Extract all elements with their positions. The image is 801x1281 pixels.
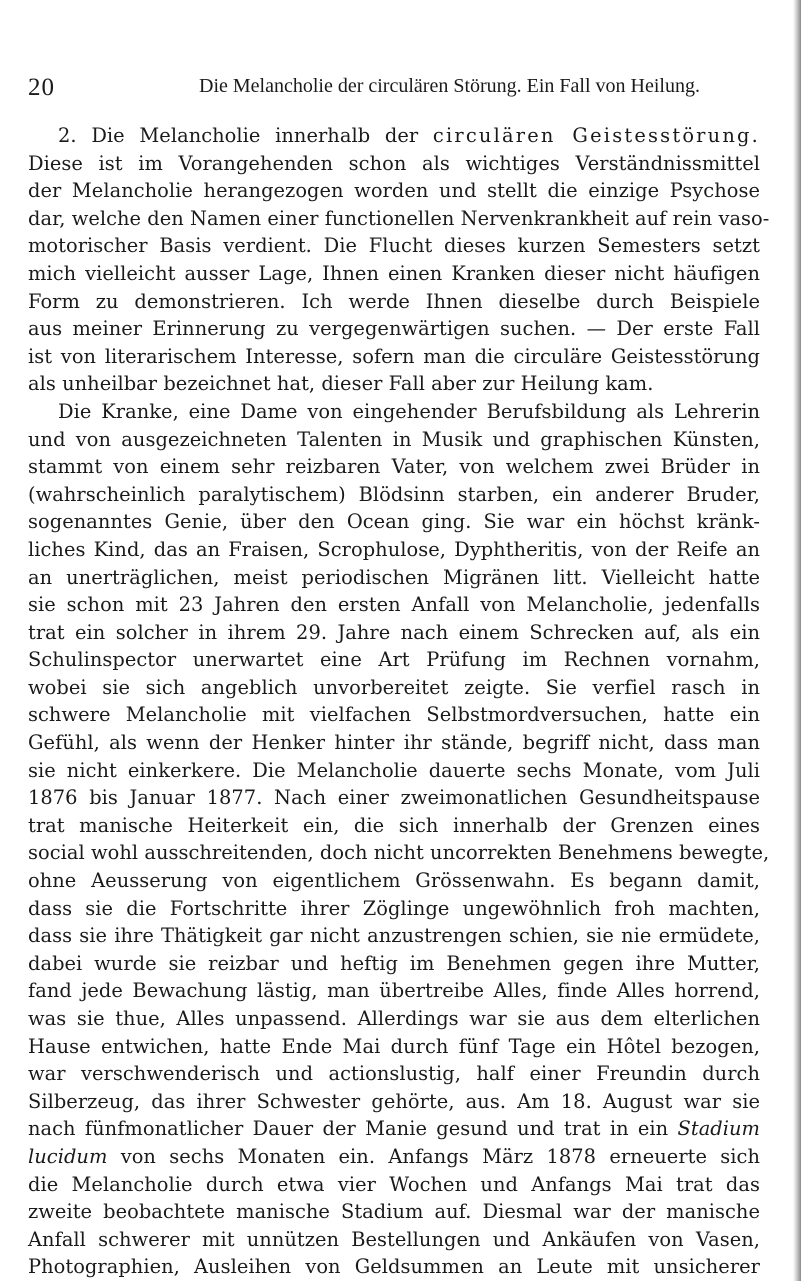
text-line: mich vielleicht ausser Lage, Ihnen einen Kranken dieser nicht häufigen bbox=[28, 261, 760, 285]
text-line: social wohl ausschreitenden, doch nicht uncorrekten Benehmens bewegte, bbox=[28, 841, 770, 865]
text-line: stammt von einem sehr reizbaren Vater, von welchem zwei Brüder in bbox=[28, 455, 760, 479]
italic-term-lucidum: lucidum bbox=[28, 1144, 108, 1168]
text-line: Hause entwichen, hatte Ende Mai durch fünf Tage ein Hôtel bezogen, bbox=[28, 1034, 760, 1058]
text-line: Photographien, Ausleihen von Geldsummen an Leute mit unsicherer bbox=[28, 1255, 760, 1279]
section-title-part2: circulären Geistesstörung. bbox=[432, 124, 761, 147]
text-line: trat ein solcher in ihrem 29. Jahre nach einem Schrecken auf, als ein bbox=[28, 620, 760, 644]
text-line: war verschwenderisch und actionslustig, half einer Freundin durch bbox=[28, 1062, 760, 1086]
text-line: sogenanntes Genie, über den Ocean ging. Sie war ein höchst kränk- bbox=[28, 510, 760, 534]
text-line: der Melancholie herangezogen worden und stellt die einzige Psychose bbox=[28, 179, 760, 203]
text-line: als unheilbar bezeichnet hat, dieser Fall aber zur Heilung kam. bbox=[28, 372, 654, 396]
italic-term-stadium: Stadium bbox=[677, 1117, 760, 1141]
text-line: trat manische Heiterkeit ein, die sich innerhalb der Grenzen eines bbox=[28, 813, 760, 837]
text-line: fand jede Bewachung lästig, man übertreibe Alles, finde Alles horrend, bbox=[28, 979, 760, 1003]
text-line: was sie thue, Alles unpassend. Allerdings war sie aus dem elterlichen bbox=[28, 1007, 760, 1030]
text-line: (wahrscheinlich paralytischem) Blödsinn starben, ein anderer Bruder, bbox=[28, 482, 760, 506]
text-line: schwere Melancholie mit vielfachen Selbstmordversuchen, hatte ein bbox=[28, 703, 760, 727]
scan-page-edge bbox=[793, 0, 801, 1281]
text-line: wobei sie sich angeblich unvorbereitet zeigte. Sie verfiel rasch in bbox=[28, 675, 760, 699]
page-number: 20 bbox=[28, 74, 55, 101]
paragraph-2 bbox=[28, 426, 770, 1116]
text-line: dabei wurde sie reizbar und heftig im Benehmen gegen ihre Mutter, bbox=[28, 951, 760, 975]
page-header bbox=[28, 72, 778, 102]
running-head: Die Melancholie der circulären Störung. Ein Fall von Heilung. bbox=[199, 75, 700, 97]
section-heading bbox=[28, 122, 760, 150]
book-page bbox=[28, 72, 778, 1279]
text-line: zweite beobachtete manische Stadium auf. Diesmal war der manische bbox=[28, 1200, 760, 1224]
text-line: Gefühl, als wenn der Henker hinter ihr stände, begriff nicht, dass man bbox=[28, 731, 760, 755]
text-segment: von sechs Monaten ein. Anfangs März 1878 erneuerte sich bbox=[120, 1144, 761, 1168]
text-line: die Melancholie durch etwa vier Wochen und Anfangs Mai trat das bbox=[28, 1172, 760, 1196]
text-line: aus meiner Erinnerung zu vergegenwärtigen suchen. — Der erste Fall bbox=[28, 317, 760, 341]
text-segment: nach fünfmonatlicher Dauer der Manie gesund und trat in ein bbox=[28, 1117, 669, 1141]
text-line: an unerträglichen, meist periodischen Migränen litt. Vielleicht hatte bbox=[28, 565, 760, 589]
body-text bbox=[28, 122, 770, 1281]
paragraph-2-end bbox=[28, 1171, 760, 1281]
text-line: Diese ist im Vorangehenden schon als wichtiges Verständnissmittel bbox=[28, 151, 760, 175]
text-line: dass sie ihre Thätigkeit gar nicht anzustrengen schien, sie nie ermüdete, bbox=[28, 924, 760, 948]
text-line: dar, welche den Namen einer functionellen Nervenkrankheit auf rein vaso- bbox=[28, 206, 770, 230]
text-line: motorischer Basis verdient. Die Flucht dieses kurzen Semesters setzt bbox=[28, 234, 760, 258]
text-line: Silberzeug, das ihrer Schwester gehörte, aus. Am 18. August war sie bbox=[28, 1089, 760, 1113]
text-line: Anfall schwerer mit unnützen Bestellungen und Ankäufen von Vasen, bbox=[28, 1227, 760, 1251]
text-line: Form zu demonstrieren. Ich werde Ihnen dieselbe durch Beispiele bbox=[28, 289, 760, 313]
paragraph-1 bbox=[28, 150, 770, 398]
text-line: 1876 bis Januar 1877. Nach einer zweimonatlichen Gesundheitspause bbox=[28, 786, 760, 810]
text-line: Schulinspector unerwartet eine Art Prüfung im Rechnen vornahm, bbox=[28, 648, 760, 672]
text-line: ohne Aeusserung von eigentlichem Grössenwahn. Es begann damit, bbox=[28, 869, 760, 893]
section-number: 2. bbox=[58, 124, 77, 147]
text-line: liches Kind, das an Fraisen, Scrophulose, Dyphtheritis, von der Reife an bbox=[28, 537, 760, 561]
text-line: ist von literarischem Interesse, sofern man die circuläre Geistesstörung bbox=[28, 344, 760, 368]
text-line-lucidum bbox=[28, 1143, 760, 1171]
text-line: und von ausgezeichneten Talenten in Musik und graphischen Künsten, bbox=[28, 427, 760, 451]
section-title-part1: Die Melancholie innerhalb der bbox=[91, 124, 419, 147]
paragraph-2-first-line: Die Kranke, eine Dame von eingehender Berufsbildung als Lehrerin bbox=[58, 399, 760, 423]
text-line: sie schon mit 23 Jahren den ersten Anfall von Melancholie, jedenfalls bbox=[28, 593, 760, 617]
text-line-stadium bbox=[28, 1115, 760, 1143]
text-line: sie nicht einkerkere. Die Melancholie dauerte sechs Monate, vom Juli bbox=[28, 758, 760, 782]
text-line: dass sie die Fortschritte ihrer Zöglinge ungewöhnlich froh machten, bbox=[28, 896, 760, 920]
